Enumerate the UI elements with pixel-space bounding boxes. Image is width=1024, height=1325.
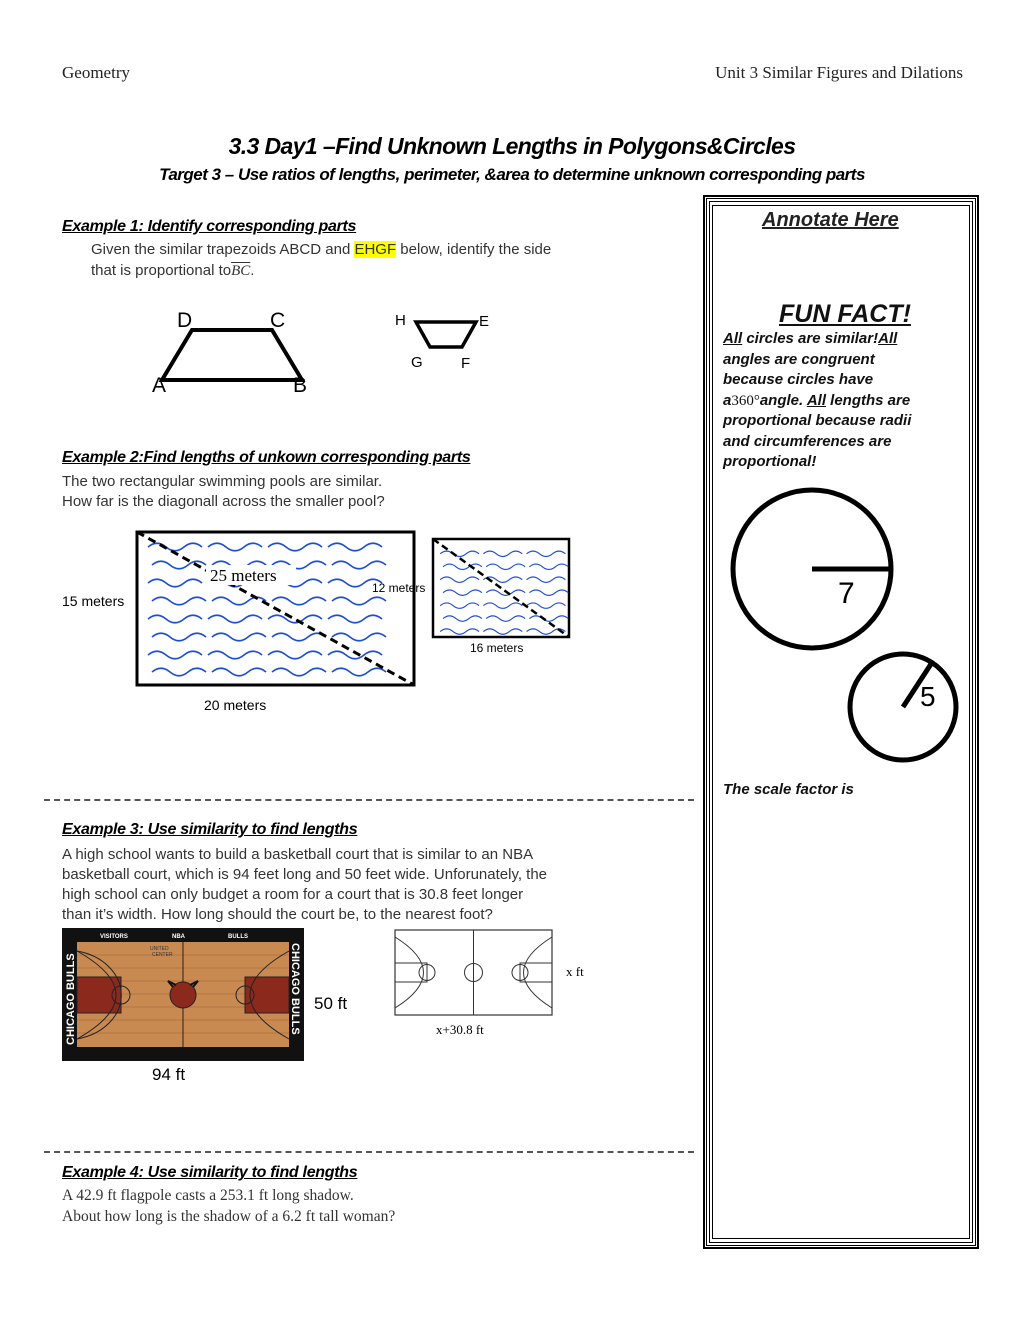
example-1-text	[91, 240, 551, 260]
fun-part: lengths are	[825, 391, 911, 409]
section-divider	[44, 799, 694, 801]
example-3-line-2: basketball court, which is 94 feet long and 50 feet wide. Unforunately, the	[62, 866, 548, 883]
trapezoid-ehgf	[416, 322, 476, 347]
ex1-text-part: Given the similar trapezoids ABCD and	[91, 241, 355, 258]
court-side-left: CHICAGO BULLS	[65, 953, 77, 1045]
circles-figure	[720, 485, 965, 770]
angle-360: 360°	[731, 392, 760, 409]
trapezoid-abcd	[162, 330, 302, 380]
label-b: B	[293, 374, 308, 397]
fun-fact-text	[723, 329, 963, 473]
fun-line: and circumferences are	[723, 432, 892, 450]
page-title: 3.3 Day1 –Find Unknown Lengths in Polygons&Circles	[228, 133, 796, 159]
fun-line: proportional!	[723, 453, 817, 470]
section-divider	[44, 1151, 694, 1153]
right-key	[245, 977, 289, 1013]
example-3-title: Example 3: Use similarity to find lengths	[62, 821, 358, 838]
pool-figures	[60, 525, 550, 725]
court-side-right: CHICAGO BULLS	[289, 943, 301, 1035]
example-2-line-1: The two rectangular swimming pools are similar.	[62, 473, 383, 490]
small-pool-width: 16 meters	[470, 641, 524, 655]
large-pool-height: 15 meters	[62, 593, 125, 609]
fun-fact-heading: FUN FACT!	[779, 300, 911, 328]
fun-line: because circles have	[723, 371, 874, 388]
ex1-text-part: below, identify the side	[396, 241, 552, 258]
radius-7-label: 7	[838, 577, 855, 610]
example-4-line-1: A 42.9 ft flagpole casts a 253.1 ft long shadow.	[62, 1187, 354, 1204]
all-word: All	[878, 330, 898, 347]
large-pool-width: 20 meters	[204, 697, 267, 713]
fun-line: proportional because radii	[723, 412, 912, 429]
fun-line	[723, 391, 963, 412]
court-united-label: UNITED	[150, 946, 169, 952]
example-3-line-4: than it’s width. How long should the court be, to the nearest foot?	[62, 906, 493, 923]
court-bulls-label: BULLS	[228, 934, 248, 940]
example-2-title: Example 2:Find lengths of unkown corresponding parts	[62, 449, 471, 466]
highlight-ehgf: EHGF	[354, 241, 397, 258]
label-e: E	[479, 313, 490, 330]
label-f: F	[461, 355, 471, 372]
annotate-here-heading: Annotate Here	[762, 209, 899, 231]
segment-bc: $\overline{BC}$	[231, 263, 251, 279]
left-key	[77, 977, 121, 1013]
court-length-label: 94 ft	[152, 1065, 186, 1084]
all-word: All	[723, 330, 743, 347]
all-word: All	[806, 391, 826, 409]
court-nba-label: NBA	[172, 934, 185, 940]
fun-part: circles are similar!	[742, 330, 879, 347]
fun-line	[723, 329, 963, 350]
label-h: H	[395, 312, 406, 329]
court-figures	[60, 925, 584, 1090]
court-center-label: CENTER	[152, 952, 173, 958]
school-length-label: x+30.8 ft	[436, 1022, 484, 1037]
header-unit: Unit 3 Similar Figures and Dilations	[715, 63, 963, 82]
example-1-title: Example 1: Identify corresponding parts	[62, 218, 357, 235]
ex1-text-part: that is proportional to	[91, 262, 232, 279]
scale-factor-text: The scale factor is	[723, 781, 854, 798]
example-4-title: Example 4: Use similarity to find lengths	[62, 1164, 358, 1181]
example-3-line-1: A high school wants to build a basketball court that is similar to an NBA	[62, 846, 534, 863]
label-d: D	[177, 309, 193, 332]
page-subtitle: Target 3 – Use ratios of lengths, perimeter, &area to determine unknown corresponding parts	[159, 165, 865, 184]
example-4-line-2: About how long is the shadow of a 6.2 ft tall woman?	[62, 1208, 396, 1225]
label-c: C	[270, 309, 286, 332]
example-3-line-3: high school can only budget a room for a court that is 30.8 feet longer	[62, 886, 524, 903]
small-pool-height: 12 meters	[372, 581, 426, 595]
example-1-text-2	[91, 261, 254, 281]
bulls-logo-icon	[170, 982, 196, 1008]
diagonal-label: 25 meters	[210, 566, 277, 585]
court-visitors-label: VISITORS	[100, 934, 128, 940]
radius-5-label: 5	[920, 681, 936, 712]
label-a: A	[152, 374, 167, 397]
fun-part: angle.	[759, 391, 807, 409]
label-g: G	[411, 354, 423, 371]
fun-line: angles are congruent	[723, 350, 875, 368]
ex1-period: .	[250, 262, 255, 279]
example-2-line-2: How far is the diagonall across the smaller pool?	[62, 493, 385, 510]
court-width-label: 50 ft	[314, 994, 348, 1013]
fun-part: a	[723, 391, 732, 409]
header-course: Geometry	[62, 63, 130, 82]
school-width-label: x ft	[566, 964, 584, 979]
trapezoid-figures	[140, 300, 500, 400]
